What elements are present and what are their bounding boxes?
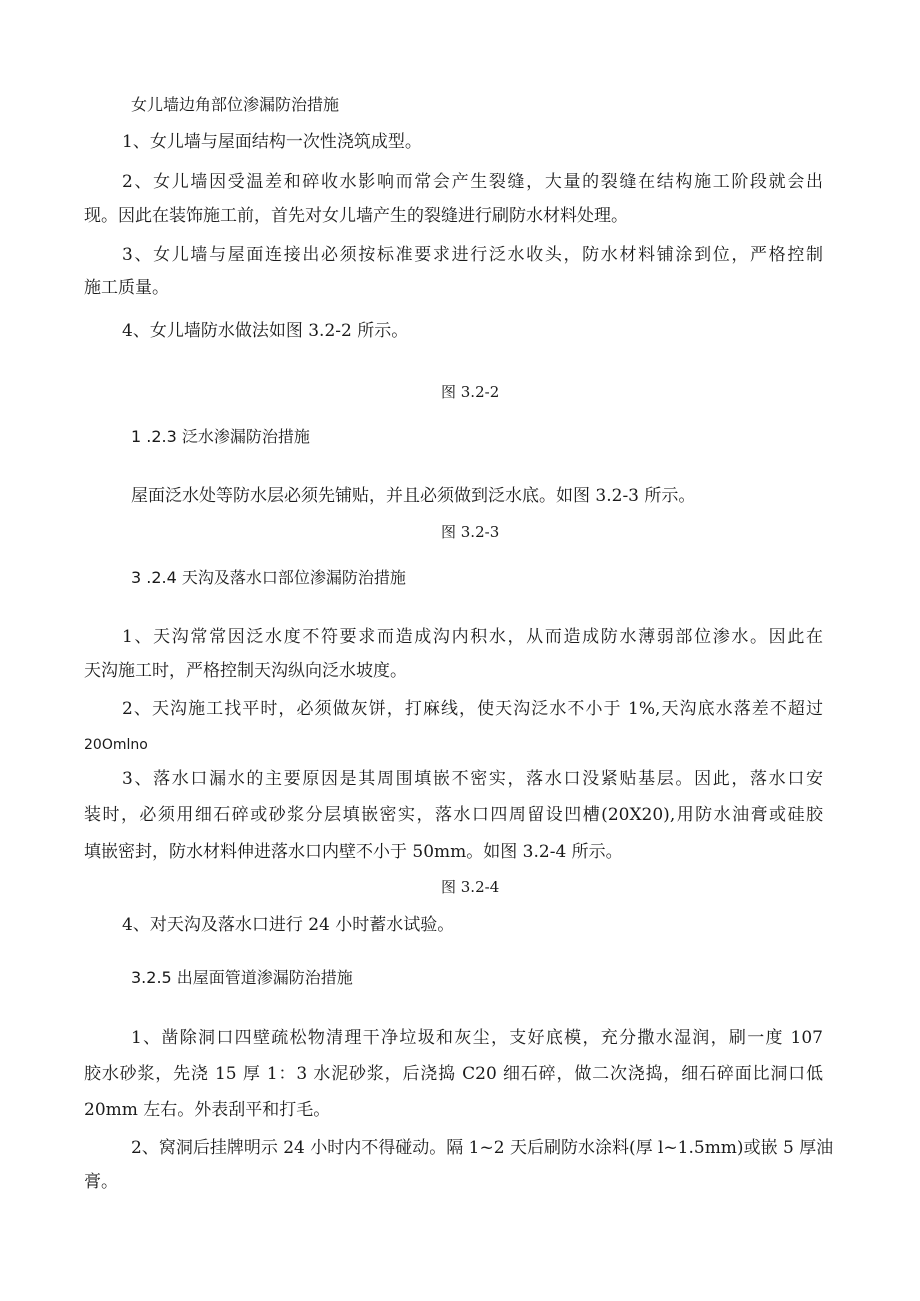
section-heading-3-2-5: 3.2.5 出屋面管道渗漏防治措施 xyxy=(131,968,353,987)
section-heading-parapet: 女儿墙边角部位渗漏防治措施 xyxy=(131,95,340,114)
paragraph-gutter-3-line-3: 填嵌密封，防水材料伸进落水口内壁不小于 50mm。如图 3.2-4 所示。 xyxy=(84,842,623,862)
paragraph-pipe-2-line-1: 2、窝洞后挂牌明示 24 小时内不得碰动。隔 1~2 天后刷防水涂料(厚 l~1.5mm)或嵌 5 厚油 xyxy=(131,1138,834,1158)
paragraph-gutter-4: 4、对天沟及落水口进行 24 小时蓄水试验。 xyxy=(122,915,455,935)
paragraph-pipe-1-line-3: 20mm 左右。外表刮平和打毛。 xyxy=(84,1100,331,1120)
paragraph-gutter-1-line-2: 天沟施工时，严格控制天沟纵向泛水坡度。 xyxy=(84,661,407,681)
paragraph-parapet-2-line-1: 2、女儿墙因受温差和碎收水影响而常会产生裂缝，大量的裂缝在结构施工阶段就会出 xyxy=(122,172,823,192)
paragraph-gutter-2-line-2: 20Omlno xyxy=(84,737,148,753)
paragraph-parapet-1: 1、女儿墙与屋面结构一次性浇筑成型。 xyxy=(122,132,422,152)
paragraph-pipe-1-line-2: 胶水砂浆，先浇 15 厚 1：3 水泥砂浆，后浇捣 C20 细石碎，做二次浇捣，细石碎面比洞口低 xyxy=(84,1064,823,1084)
paragraph-parapet-3-line-2: 施工质量。 xyxy=(84,278,169,298)
paragraph-parapet-3-line-1: 3、女儿墙与屋面连接出必须按标准要求进行泛水收头，防水材料铺涂到位，严格控制 xyxy=(122,245,823,265)
figure-caption-3-2-4: 图 3.2-4 xyxy=(441,878,500,896)
figure-caption-3-2-3: 图 3.2-3 xyxy=(441,523,500,541)
paragraph-parapet-4: 4、女儿墙防水做法如图 3.2-2 所示。 xyxy=(122,321,409,341)
section-heading-3-2-4: 3 .2.4 天沟及落水口部位渗漏防治措施 xyxy=(131,568,406,587)
section-heading-3-2-3: 1 .2.3 泛水渗漏防治措施 xyxy=(131,427,310,446)
paragraph-flashing: 屋面泛水处等防水层必须先铺贴，并且必须做到泛水底。如图 3.2-3 所示。 xyxy=(131,486,696,506)
paragraph-pipe-1-line-1: 1、凿除洞口四壁疏松物清理干净垃圾和灰尘，支好底模，充分撒水湿润，刷一度 107 xyxy=(131,1028,823,1048)
figure-caption-3-2-2: 图 3.2-2 xyxy=(441,383,500,401)
paragraph-gutter-3-line-2: 装时，必须用细石碎或砂浆分层填嵌密实，落水口四周留设凹槽(20X20),用防水油膏或硅胶 xyxy=(84,805,823,825)
paragraph-pipe-2-line-2: 膏。 xyxy=(84,1172,118,1192)
paragraph-gutter-3-line-1: 3、落水口漏水的主要原因是其周围填嵌不密实，落水口没紧贴基层。因此，落水口安 xyxy=(122,769,823,789)
paragraph-gutter-1-line-1: 1、天沟常常因泛水度不符要求而造成沟内积水，从而造成防水薄弱部位渗水。因此在 xyxy=(122,627,823,647)
paragraph-gutter-2-line-1: 2、天沟施工找平时，必须做灰饼，打麻线，使天沟泛水不小于 1%,天沟底水落差不超过 xyxy=(122,699,823,719)
paragraph-parapet-2-line-2: 现。因此在装饰施工前，首先对女儿墙产生的裂缝进行刷防水材料处理。 xyxy=(84,206,628,226)
